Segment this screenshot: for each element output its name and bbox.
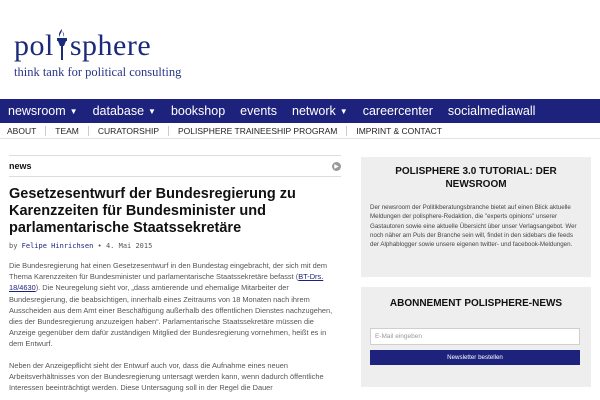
article-paragraph bbox=[9, 260, 341, 350]
subnav-item-about[interactable]: ABOUT bbox=[7, 126, 37, 136]
nav-item-label: newsroom bbox=[8, 104, 66, 118]
site-logo[interactable] bbox=[14, 28, 181, 80]
subnav-item-curatorship[interactable]: CURATORSHIP bbox=[97, 126, 159, 136]
author-link[interactable]: Felipe Hinrichsen bbox=[21, 242, 94, 250]
subnav-divider bbox=[168, 126, 169, 136]
paragraph-text: ). Die Neuregelung sieht vor, „dass amtierende und ehemalige Mitarbeiter der Bundesregierung, die beabsichtigen, innerhalb eines Zeitraums von 18 Monaten nach ihrem Ausscheiden aus dem Amt einer Beschäftigung außerhalb des öffentlichen Dienstes nachzugehen, dies der Bundesregierung anzuzeigen haben“. Parlamentarische Staatssekretäre müssen die Anzeige gegenüber dem dafür zuständigen Mitglied der Bundesregierung vornehmen, heißt es in dem Entwurf. bbox=[9, 283, 333, 349]
subnav-item-traineeship[interactable]: POLISPHERE TRAINEESHIP PROGRAM bbox=[178, 126, 338, 136]
nav-item-label: database bbox=[92, 104, 145, 118]
article-date: 4. Mai 2015 bbox=[105, 242, 153, 250]
tutorial-widget bbox=[361, 157, 591, 277]
subnav-item-team[interactable]: TEAM bbox=[55, 126, 79, 136]
torch-icon bbox=[55, 28, 69, 62]
widget-title: ABONNEMENT POLISPHERE-NEWS bbox=[389, 298, 563, 309]
nav-item-careercenter[interactable] bbox=[363, 104, 433, 118]
subnav-divider bbox=[346, 126, 347, 136]
main-navigation bbox=[0, 99, 600, 123]
article-column bbox=[9, 155, 341, 393]
section-label[interactable]: news bbox=[9, 161, 32, 171]
article-byline bbox=[9, 242, 341, 250]
nav-item-events[interactable] bbox=[240, 104, 277, 118]
byline-prefix: by bbox=[9, 242, 18, 250]
widget-text: Der newsroom der Politikberatungsbranche bietet auf einen Blick aktuelle Meldungen der polisphere-Redaktion, die "experts opinions" unserer Gastautoren sowie eine aktuelle Übersicht über unser Verlagsangebot. Wer noch näher am Puls der Branche sein will, findet in den sidebars die feeds der Alphablogger sowie unsere eigenen twitter- und facebook-Meldungen. bbox=[370, 204, 577, 249]
nav-item-socialmediawall[interactable] bbox=[448, 104, 536, 118]
logo-text-end: sphere bbox=[69, 29, 152, 62]
chevron-down-icon: ▼ bbox=[339, 106, 348, 116]
document-link[interactable]: BT-Drs. 18/4630 bbox=[9, 272, 324, 293]
site-header bbox=[0, 0, 600, 98]
byline-separator: • bbox=[97, 242, 102, 250]
newsletter-widget bbox=[361, 287, 591, 387]
nav-item-label: careercenter bbox=[362, 104, 433, 118]
arrow-right-circle-icon[interactable]: ▶ bbox=[332, 162, 341, 171]
newsletter-subscribe-button[interactable]: Newsletter bestellen bbox=[370, 350, 580, 365]
article-paragraph: Neben der Anzeigepflicht sieht der Entwurf auch vor, dass die Aufnahme eines neuen Arbeitsverhältnisses von der Bundesregierung untersagt werden kann, wenn dadurch öffentliche Interessen beeinträchtigt werden. Diese Untersagung soll in der Regel die Dauer bbox=[9, 360, 324, 393]
subnav-divider bbox=[88, 126, 89, 136]
logo-wordmark bbox=[14, 28, 181, 62]
subnav-item-imprint[interactable]: IMPRINT & CONTACT bbox=[356, 126, 442, 136]
nav-item-label: events bbox=[240, 104, 278, 118]
article-title[interactable]: Gesetzesentwurf der Bundesregierung zu Karenzzeiten für Bundesminister und parlamentarische Staatssekretäre bbox=[9, 186, 296, 236]
secondary-navigation bbox=[0, 124, 600, 139]
nav-item-network[interactable] bbox=[292, 104, 348, 118]
logo-tagline: think tank for political consulting bbox=[14, 65, 182, 79]
nav-item-label: socialmediawall bbox=[447, 104, 536, 118]
nav-item-label: bookshop bbox=[170, 104, 226, 118]
chevron-down-icon: ▼ bbox=[148, 106, 156, 116]
nav-item-label: network bbox=[292, 104, 336, 118]
paragraph-text: Die Bundesregierung hat einen Gesetzesentwurf in den Bundestag eingebracht, der sich mit dem Thema Karenzzeiten für Bundesminister und parlamentarische Staatssekretäre befasst ( bbox=[9, 261, 327, 282]
section-header bbox=[9, 155, 341, 177]
chevron-down-icon: ▼ bbox=[69, 106, 78, 116]
email-field[interactable] bbox=[370, 328, 580, 345]
nav-item-database[interactable] bbox=[93, 104, 156, 118]
nav-item-newsroom[interactable] bbox=[8, 104, 78, 118]
nav-item-bookshop[interactable] bbox=[171, 104, 225, 118]
subnav-divider bbox=[45, 126, 46, 136]
widget-title: POLISPHERE 3.0 TUTORIAL: DER NEWSROOM bbox=[395, 166, 557, 190]
logo-text-start: pol bbox=[14, 29, 54, 62]
